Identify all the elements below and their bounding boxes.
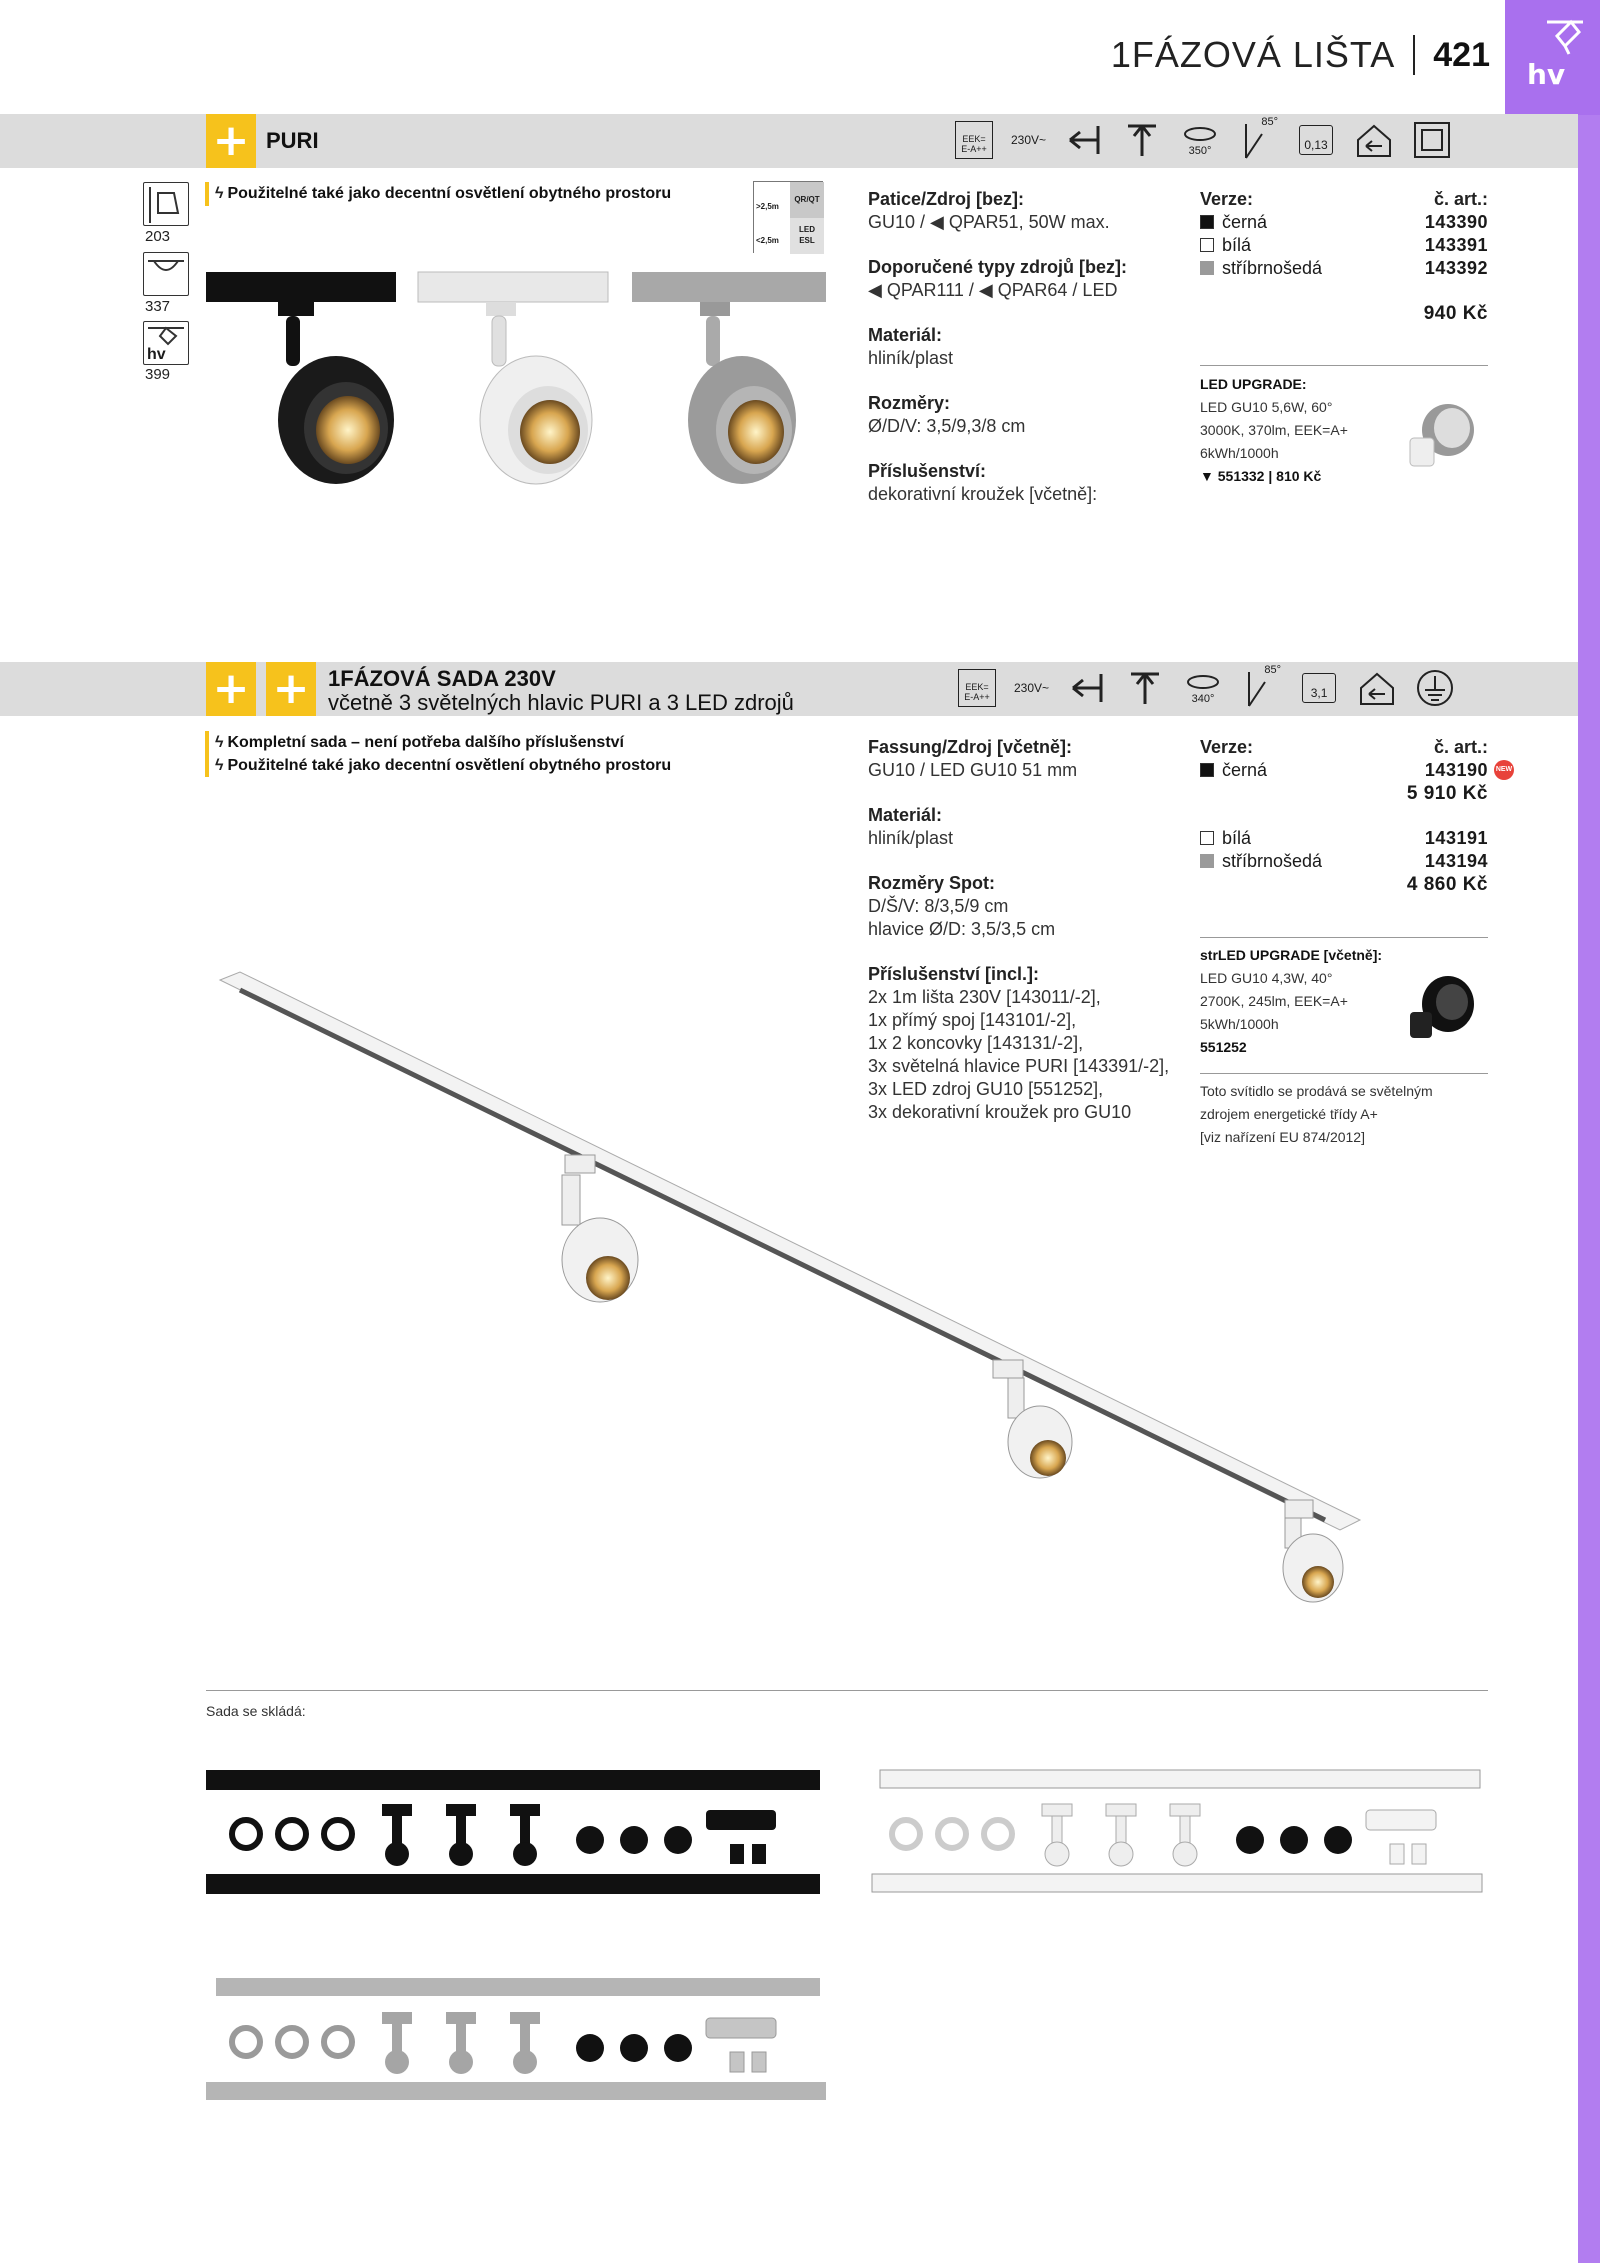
divider <box>1200 1073 1488 1074</box>
track-spot-icon <box>1543 18 1587 58</box>
rotation-icon <box>1183 668 1223 708</box>
set-specs: Fassung/Zdroj [včetně]: GU10 / LED GU10 51 mm Materiál: hliník/plast Rozměry Spot: D/Š/V: 8/3,5/9 cm hlavice Ø/D: 3,5/3,5 cm Příslušenství [incl.]: 2x 1m lišta 230V [143011/-2], 1x přímý spoj [143101/-2], 1x 2 koncovky [143131/-2], 3x světelná hlavice PURI [143391/-2], 3x LED zdroj GU10 [551252], 3x dekorativní kroužek pro GU10 <box>868 737 1170 1122</box>
tilt-value: 85° <box>1261 116 1279 128</box>
puri-specs: Patice/Zdroj [bez]: GU10 / ◀ QPAR51, 50W max. Doporučené typy zdrojů [bez]: ◀ QPAR111 / ◀ QPAR64 / LED Materiál: hliník/plast Rozměry: Ø/D/V: 3,5/9,3/8 cm Příslušenství: dekorativní kroužek [včetně]: <box>868 189 1128 504</box>
ceiling-mount-icon <box>1122 120 1162 160</box>
led-bulb-icon <box>1400 972 1480 1052</box>
weight-value: 3,1 <box>1302 673 1336 703</box>
section-set-subtitle: včetně 3 světelných hlavic PURI a 3 LED zdrojů <box>328 690 794 715</box>
version-row: bílá 143391 <box>1200 234 1488 257</box>
feature-list: ϟ Kompletní sada – není potřeba dalšího příslušenství ϟ Použitelné také jako decentní osvětlení obytného prostoru <box>215 734 672 774</box>
weight-icon <box>1296 120 1336 160</box>
set-contents-label: Sada se skládá: <box>206 1703 306 1719</box>
tilt-icon <box>1241 664 1282 708</box>
puri-price: 940 Kč <box>1423 303 1488 324</box>
puri-white-spot <box>418 272 608 484</box>
plus-icon: + <box>206 662 256 716</box>
set-upgrade: strLED UPGRADE [včetně]: LED GU10 4,3W, 40° 2700K, 245lm, EEK=A+ 5kWh/1000h 551252 <box>1200 947 1383 1055</box>
divider <box>1200 937 1488 938</box>
indoor-icon <box>1357 668 1397 708</box>
wall-mount-icon <box>1067 668 1107 708</box>
set-contents-silver <box>206 1968 826 2118</box>
section-puri-icons <box>935 116 1452 160</box>
ceiling-mount-icon <box>1125 668 1165 708</box>
side-color-bar <box>1578 0 1600 2263</box>
set-contents-white <box>866 1760 1488 1910</box>
side-ref-ceiling-icon <box>143 252 189 296</box>
distance-chart: QR/QT LED ESL >2,5m <2,5m <box>753 181 823 253</box>
protection-class-icon <box>1412 120 1452 160</box>
side-ref-number: 203 <box>145 228 171 245</box>
puri-versions: Verze: č. art.: černá 143390 bílá 143391 stříbrnošedá 143392 940 Kč <box>1200 189 1488 324</box>
rotation-value: 350° <box>1188 145 1212 157</box>
section-set-icons <box>938 664 1455 708</box>
puri-silver-spot <box>632 272 826 484</box>
set-price-black: 5 910 Kč <box>1406 783 1488 804</box>
color-swatch <box>1200 261 1214 275</box>
version-row: stříbrnošedá 143194 <box>1200 850 1488 873</box>
voltage-label: 230V~ <box>1014 681 1050 695</box>
side-ref-number: 399 <box>145 366 171 383</box>
tilt-icon <box>1238 116 1279 160</box>
puri-product-photos <box>206 268 826 498</box>
set-contents-black <box>206 1760 826 1910</box>
side-ref-wall-icon <box>143 182 189 226</box>
rotation-icon <box>1180 120 1220 160</box>
weight-value: 0,13 <box>1299 125 1333 155</box>
tilt-value: 85° <box>1264 664 1282 676</box>
chapter-tab-label: hv <box>1527 58 1566 91</box>
plus-icon: + <box>266 662 316 716</box>
divider <box>206 1690 1488 1691</box>
wall-mount-icon <box>1064 120 1104 160</box>
header-divider <box>1413 35 1415 75</box>
version-row: černá 143190 NEW <box>1200 759 1488 782</box>
energy-class-icon: EEK= E-A++ <box>958 669 996 707</box>
voltage-label: 230V~ <box>1011 133 1047 147</box>
puri-upgrade: LED UPGRADE: LED GU10 5,6W, 60° 3000K, 370lm, EEK=A+ 6kWh/1000h ▼ 551332 | 810 Kč <box>1200 376 1348 484</box>
new-badge: NEW <box>1494 760 1514 780</box>
weight-icon <box>1299 668 1339 708</box>
indoor-icon <box>1354 120 1394 160</box>
version-row: stříbrnošedá 143392 <box>1200 257 1488 280</box>
section-set-title: 1FÁZOVÁ SADA 230V <box>328 666 556 691</box>
set-versions: Verze: č. art.: černá 143190 NEW 5 910 Kč bílá 143191 stříbrnošedá 143194 4 860 Kč <box>1200 737 1513 895</box>
led-bulb-icon <box>1400 400 1480 480</box>
plus-icon: + <box>206 114 256 168</box>
energy-note: Toto svítidlo se prodává se světelným zdrojem energetické třídy A+ [viz nařízení EU 874/2012] <box>1200 1083 1433 1145</box>
version-row: černá 143390 <box>1200 211 1488 234</box>
color-swatch <box>1200 763 1214 777</box>
puri-black-spot <box>206 272 396 484</box>
side-ref-hv-icon: hv <box>143 321 189 365</box>
color-swatch <box>1200 238 1214 252</box>
rotation-value: 340° <box>1191 693 1215 705</box>
page-header <box>1111 34 1490 76</box>
side-ref-number: 337 <box>145 298 171 315</box>
feature-marker <box>205 731 209 777</box>
energy-class-icon: EEK= E-A++ <box>955 121 993 159</box>
page-number: 421 <box>1433 35 1490 74</box>
set-price-other: 4 860 Kč <box>1406 874 1488 895</box>
chapter-tab <box>1505 0 1600 115</box>
version-row: bílá 143191 <box>1200 827 1488 850</box>
feature-text: ϟ Použitelné také jako decentní osvětlení obytného prostoru <box>215 185 672 202</box>
section-puri-title: PURI <box>266 128 319 153</box>
divider <box>1200 365 1488 366</box>
earth-ground-icon <box>1415 668 1455 708</box>
page-title: 1FÁZOVÁ LIŠTA <box>1110 34 1396 75</box>
color-swatch <box>1200 854 1214 868</box>
color-swatch <box>1200 831 1214 845</box>
feature-marker <box>205 182 209 206</box>
color-swatch <box>1200 215 1214 229</box>
